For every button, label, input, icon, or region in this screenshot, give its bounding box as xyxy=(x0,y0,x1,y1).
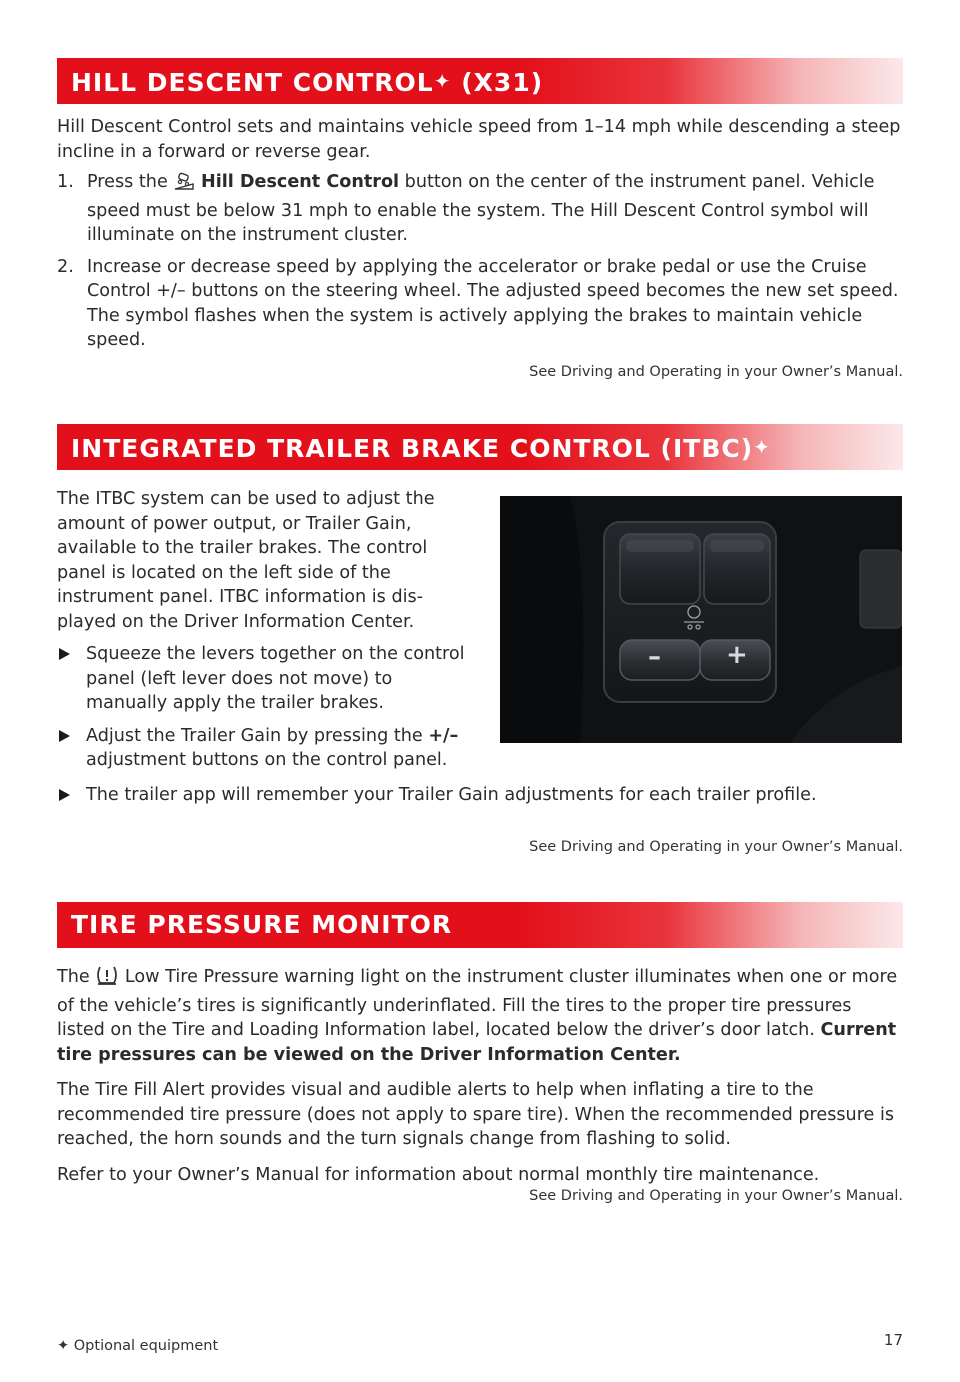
itbc-intro: The ITBC system can be used to adjust the amount of power output, or Trailer Gain, available to the trailer brakes. The control panel is located on the left side of the instrument panel. ITBC information is dis-played on the Driver Information Center. xyxy=(57,489,435,632)
trailer-gain-minus-button-label: – xyxy=(648,642,661,672)
hill-descent-steps xyxy=(57,170,903,353)
itbc-body-full xyxy=(57,783,903,808)
page-number: 17 xyxy=(883,1331,903,1349)
tire-pressure-warning-icon xyxy=(95,964,119,994)
step-item xyxy=(57,255,903,353)
hill-descent-title-text: HILL DESCENT CONTROL xyxy=(71,68,434,97)
optional-mark-icon: ✦ xyxy=(753,435,771,459)
itbc-banner xyxy=(57,424,903,470)
optional-equipment-note xyxy=(57,1338,218,1354)
triangle-bullet-icon xyxy=(59,648,70,660)
optional-mark-icon: ✦ xyxy=(433,69,452,93)
triangle-bullet-icon xyxy=(59,789,70,801)
bullet-text: Squeeze the levers together on the control panel (left lever does not move) to manually apply the trailer brakes. xyxy=(86,644,465,713)
bullet-text: Adjust the Trailer Gain by pressing the xyxy=(86,725,429,746)
hill-descent-title-suffix: (X31) xyxy=(451,68,544,97)
bullet-bold: +/– xyxy=(428,725,459,746)
itbc-title xyxy=(71,424,771,470)
tire-pressure-p2: The Tire Fill Alert provides visual and audible alerts to help when inflating a tire to the recommended tire pressure (does not apply to spare tire). When the recommended pressure is reached, the horn sounds and the turn signals change from flashing to solid. xyxy=(57,1080,895,1149)
step-number: 2. xyxy=(57,256,74,277)
tire-pressure-p1 xyxy=(57,964,903,1067)
itbc-title-text: INTEGRATED TRAILER BRAKE CONTROL (ITBC) xyxy=(71,434,754,463)
tire-pressure-body xyxy=(57,964,903,1187)
hill-descent-see-reference: See Driving and Operating in your Owner’s Manual. xyxy=(529,364,903,380)
itbc-photo-illustration xyxy=(500,496,902,743)
itbc-control-panel-photo xyxy=(500,496,902,743)
step-item xyxy=(57,170,903,248)
itbc-bullets-full xyxy=(57,783,903,808)
hill-descent-banner xyxy=(57,58,903,104)
bullet-text: adjustment buttons on the control panel. xyxy=(86,750,448,770)
step1-post: button on the center of the instrument panel. Vehicle speed must be below 31 mph to enable the system. The Hill Descent Control symbol will illuminate on the instrument cluster. xyxy=(87,172,875,245)
step2-text: Increase or decrease speed by applying the accelerator or brake pedal or use the Cruise Control +/– buttons on the steering wheel. The adjusted speed becomes the new set speed. The symbol flashes when the system is actively applying the brakes to maintain vehicle speed. xyxy=(87,256,899,350)
hill-descent-title xyxy=(71,58,543,104)
p1-post: Low Tire Pressure warning light on the instrument cluster illuminates when one or more of the vehicle’s tires is significantly underinflated. Fill the tires to the proper tire pressures listed on the Tire and Loading Information label, located below the driver’s door latch. xyxy=(57,967,898,1040)
tire-pressure-banner xyxy=(57,902,903,948)
itbc-body xyxy=(57,487,477,773)
trailer-gain-plus-button-label: + xyxy=(726,640,748,670)
itbc-bullets xyxy=(57,642,477,773)
optional-equipment-text: Optional equipment xyxy=(69,1338,219,1354)
list-item xyxy=(57,642,477,716)
list-item xyxy=(57,724,477,773)
list-item xyxy=(57,783,903,808)
p1-pre: The xyxy=(57,967,96,987)
bullet-text: The trailer app will remember your Trailer Gain adjustments for each trailer profile. xyxy=(86,785,817,805)
hill-descent-intro: Hill Descent Control sets and maintains vehicle speed from 1–14 mph while descending a steep incline in a forward or reverse gear. xyxy=(57,117,901,162)
itbc-see-reference: See Driving and Operating in your Owner’s Manual. xyxy=(529,839,903,855)
optional-mark-icon: ✦ xyxy=(57,1338,70,1354)
step-number: 1. xyxy=(57,172,74,192)
tire-pressure-p3: Refer to your Owner’s Manual for information about normal monthly tire maintenance. xyxy=(57,1164,820,1185)
p1-bold: Current tire pressures can be viewed on the Driver Information Center. xyxy=(57,1020,897,1065)
step1-pre: Press the xyxy=(87,172,174,192)
triangle-bullet-icon xyxy=(59,730,70,742)
step1-bold: Hill Descent Control xyxy=(200,172,400,192)
tire-pressure-title: TIRE PRESSURE MONITOR xyxy=(71,910,453,939)
hill-descent-icon xyxy=(173,171,195,199)
hill-descent-body xyxy=(57,115,903,360)
tire-pressure-see-reference: See Driving and Operating in your Owner’s Manual. xyxy=(529,1188,903,1204)
